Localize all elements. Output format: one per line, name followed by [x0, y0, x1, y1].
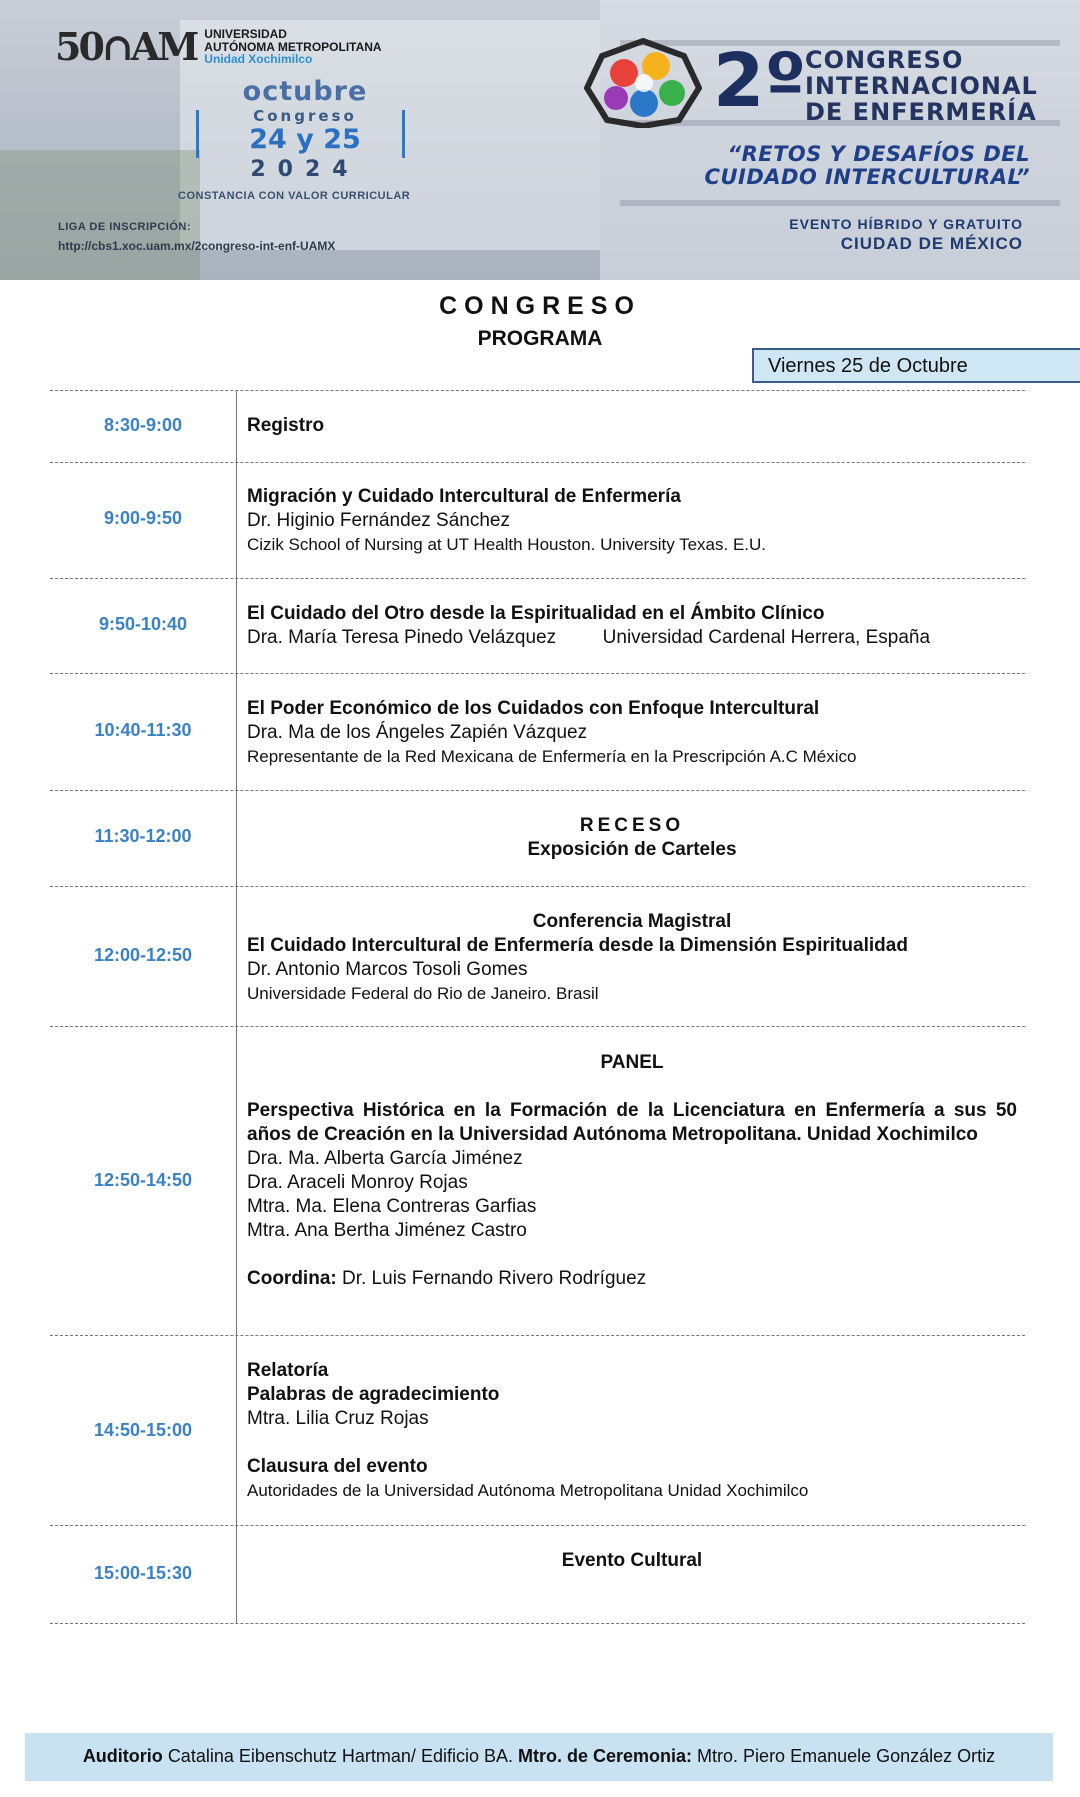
coordina-name: Dr. Luis Fernando Rivero Rodríguez — [342, 1268, 647, 1289]
congress-theme — [640, 143, 1030, 189]
session-title: Migración y Cuidado Intercultural de Enfermería — [247, 486, 681, 507]
congress-title-line: DE ENFERMERÍA — [805, 98, 1037, 126]
header-banner — [0, 0, 1080, 280]
date-days: 24 y 25 — [249, 124, 361, 155]
session-title: Perspectiva Histórica en la Formación de la Licenciatura en Enfermería a sus 50 años de Creación en la Universidad Autónoma Metropolitana. Unidad Xochimilco — [247, 1100, 1017, 1145]
congress-title — [805, 48, 1038, 126]
session-cell — [247, 814, 1017, 862]
congress-title-line: INTERNACIONAL — [805, 72, 1038, 100]
session-speaker: Dr. Antonio Marcos Tosoli Gomes — [247, 959, 528, 980]
session-affiliation: Universidad Cardenal Herrera, España — [602, 627, 931, 648]
congress-number: 2º — [713, 38, 807, 124]
session-cell — [247, 910, 1017, 1006]
ceremonia-name: Mtro. Piero Emanuele González Ortiz — [697, 1746, 996, 1766]
window-row — [620, 200, 1060, 206]
column-divider — [236, 390, 237, 1623]
time-slot: 10:40-11:30 — [94, 720, 192, 740]
uam-line-3: Unidad Xochimilco — [204, 52, 313, 67]
panelist: Dra. Araceli Monroy Rojas — [247, 1172, 468, 1193]
session-subtitle: Exposición de Carteles — [527, 839, 737, 860]
ceremonia-label: Mtro. de Ceremonia: — [518, 1746, 693, 1766]
session-title: Clausura del evento — [247, 1456, 428, 1477]
time-slot: 9:50-10:40 — [98, 614, 188, 634]
session-affiliation: Universidade Federal do Rio de Janeiro. Brasil — [247, 984, 599, 1003]
registration-label: LIGA DE INSCRIPCIÓN: — [58, 221, 192, 233]
time-slot: 12:50-14:50 — [93, 1170, 193, 1190]
session-speaker: Dra. Ma de los Ángeles Zapién Vázquez — [247, 722, 588, 743]
day-tab: Viernes 25 de Octubre — [752, 348, 1080, 383]
session-affiliation: Cizik School of Nursing at UT Health Houston. University Texas. E.U. — [247, 535, 767, 554]
date-divider-left — [196, 110, 199, 158]
row-divider — [50, 462, 1025, 463]
row-divider — [50, 578, 1025, 579]
date-congreso-label: Congreso — [253, 107, 357, 125]
session-title: Registro — [247, 415, 325, 436]
page-title: CONGRESO — [439, 292, 641, 320]
event-type: EVENTO HÍBRIDO Y GRATUITO — [789, 216, 1023, 232]
session-speaker: Dra. María Teresa Pinedo Velázquez — [247, 627, 557, 648]
session-title: Relatoría — [247, 1360, 329, 1381]
session-title: El Cuidado Intercultural de Enfermería desde la Dimensión Espiritualidad — [247, 935, 908, 956]
trees-background — [0, 150, 200, 280]
panelist: Dra. Ma. Alberta García Jiménez — [247, 1148, 523, 1169]
page-subtitle: PROGRAMA — [477, 327, 603, 350]
congress-logo-icon — [584, 38, 702, 128]
session-cell — [247, 485, 1017, 557]
event-city: CIUDAD DE MÉXICO — [840, 234, 1023, 253]
congress-theme-line: CUIDADO INTERCULTURAL” — [704, 165, 1030, 190]
session-affiliation: Representante de la Red Mexicana de Enfermería en la Prescripción A.C México — [247, 747, 857, 766]
time-slot: 14:50-15:00 — [93, 1420, 193, 1440]
time-slot: 8:30-9:00 — [103, 415, 183, 435]
session-title: El Poder Económico de los Cuidados con Enfoque Intercultural — [247, 698, 820, 719]
uam-line-1: UNIVERSIDAD — [204, 27, 287, 42]
panelist: Mtra. Ma. Elena Contreras Garfias — [247, 1196, 537, 1217]
session-heading: Conferencia Magistral — [532, 911, 732, 932]
session-speaker: Mtra. Lilia Cruz Rojas — [247, 1408, 429, 1429]
session-affiliation: Autoridades de la Universidad Autónoma Metropolitana Unidad Xochimilco — [247, 1481, 809, 1500]
session-heading: PANEL — [600, 1052, 664, 1073]
time-slot: 12:00-12:50 — [93, 945, 193, 965]
row-divider — [50, 673, 1025, 674]
congress-theme-line: “RETOS Y DESAFÍOS DEL — [727, 142, 1030, 166]
session-cell — [247, 1051, 1017, 1291]
event-date-block — [205, 78, 405, 181]
row-divider — [50, 790, 1025, 791]
coordina-label: Coordina: — [247, 1268, 337, 1289]
panelist: Mtra. Ana Bertha Jiménez Castro — [247, 1220, 527, 1241]
row-divider — [50, 886, 1025, 887]
uam-line-2: AUTÓNOMA METROPOLITANA — [204, 39, 382, 54]
congress-title-line: CONGRESO — [805, 46, 964, 74]
footer-bar — [25, 1733, 1053, 1781]
session-cell — [247, 697, 1017, 769]
auditorio-name: Catalina Eibenschutz Hartman/ Edificio BA. — [167, 1746, 513, 1766]
date-month: octubre — [242, 76, 368, 107]
row-divider — [50, 1623, 1025, 1624]
session-cell — [247, 602, 1017, 650]
session-cell — [247, 1549, 1017, 1573]
session-title: El Cuidado del Otro desde la Espiritualidad en el Ámbito Clínico — [247, 603, 825, 624]
uam-50-mark: 50∩AM — [55, 24, 197, 69]
time-slot: 15:00-15:30 — [93, 1563, 193, 1583]
session-title: Palabras de agradecimiento — [247, 1384, 500, 1405]
session-title: Evento Cultural — [561, 1550, 703, 1571]
row-divider — [50, 390, 1025, 391]
registration-url[interactable]: http://cbs1.xoc.uam.mx/2congreso-int-enf-UAMX — [58, 239, 336, 253]
session-speaker: Dr. Higinio Fernández Sánchez — [247, 510, 510, 531]
session-cell — [247, 414, 1017, 438]
time-slot: 11:30-12:00 — [94, 826, 192, 846]
auditorio-label: Auditorio — [82, 1746, 163, 1766]
session-cell — [247, 1359, 1017, 1503]
date-year: 2024 — [250, 157, 360, 182]
row-divider — [50, 1525, 1025, 1526]
time-slot: 9:00-9:50 — [103, 508, 183, 528]
row-divider — [50, 1335, 1025, 1336]
row-divider — [50, 1026, 1025, 1027]
uam-logo — [55, 24, 382, 69]
session-title: RECESO — [579, 815, 685, 836]
constancia-text: CONSTANCIA CON VALOR CURRICULAR — [178, 190, 411, 202]
